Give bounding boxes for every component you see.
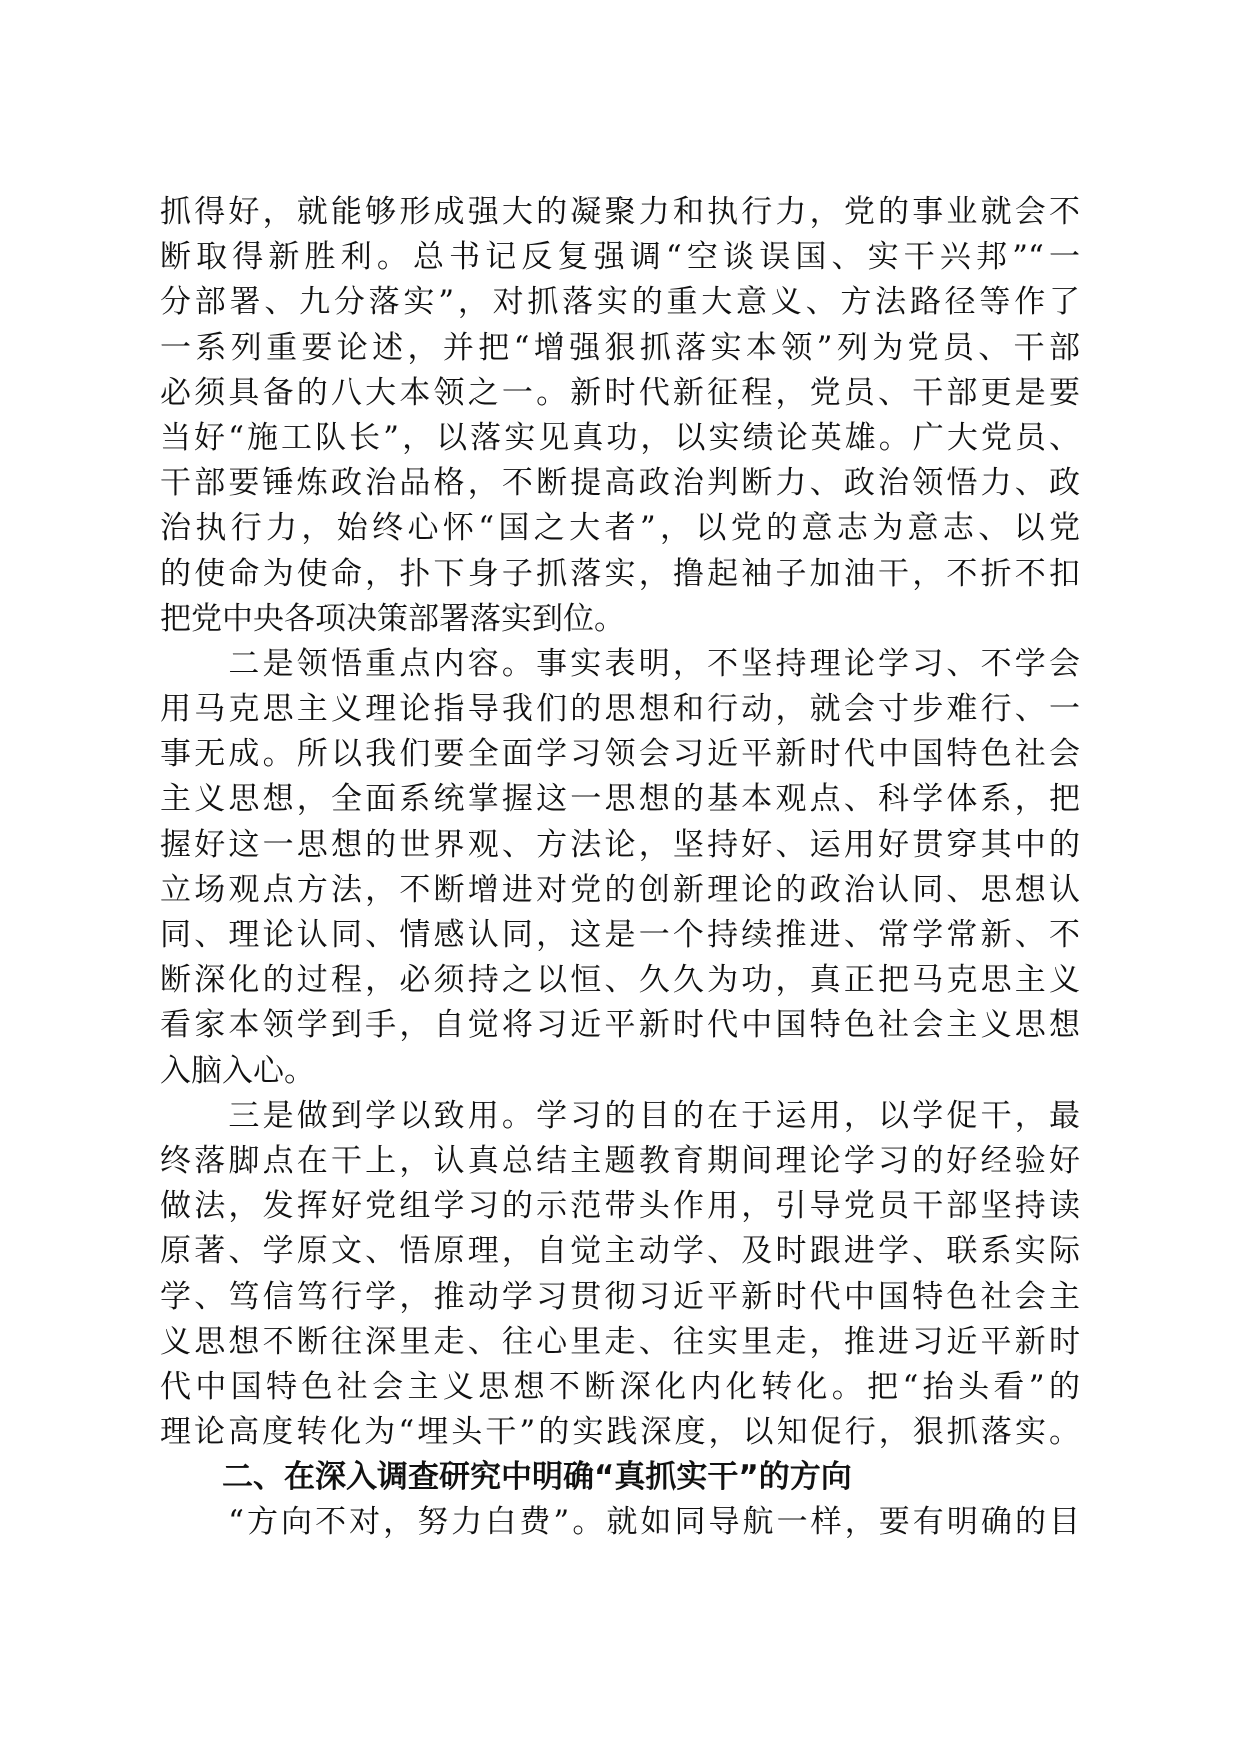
text-line: 一系列重要论述，并把“增强狠抓落实本领”列为党员、干部 bbox=[160, 329, 1080, 366]
text-line: 治执行力，始终心怀“国之大者”，以党的意志为意志、以党 bbox=[160, 510, 1080, 547]
text-line: 握好这一思想的世界观、方法论，坚持好、运用好贯穿其中的 bbox=[160, 826, 1080, 863]
text-line: 学、笃信笃行学，推动学习贯彻习近平新时代中国特色社会主 bbox=[160, 1278, 1080, 1315]
section-heading: 二、在深入调查研究中明确“真抓实干”的方向 bbox=[222, 1459, 852, 1496]
text-line: 原著、学原文、悟原理，自觉主动学、及时跟进学、联系实际 bbox=[160, 1233, 1080, 1270]
text-line: 用马克思主义理论指导我们的思想和行动，就会寸步难行、一 bbox=[160, 691, 1080, 728]
text-line: 当好“施工队长”，以落实见真功，以实绩论英雄。广大党员、 bbox=[160, 419, 1080, 456]
text-line: 抓得好，就能够形成强大的凝聚力和执行力，党的事业就会不 bbox=[160, 194, 1080, 230]
text-line: 看家本领学到手，自觉将习近平新时代中国特色社会主义思想 bbox=[160, 1007, 1080, 1044]
text-line: 三是做到学以致用。学习的目的在于运用，以学促干，最 bbox=[160, 1097, 1080, 1134]
text-line: 干部要锤炼政治品格，不断提高政治判断力、政治领悟力、政 bbox=[160, 465, 1080, 502]
text-line: 断取得新胜利。总书记反复强调“空谈误国、实干兴邦”“一 bbox=[160, 239, 1080, 276]
text-line: 入脑入心。 bbox=[160, 1052, 315, 1089]
text-line: 终落脚点在干上，认真总结主题教育期间理论学习的好经验好 bbox=[160, 1142, 1080, 1179]
text-line: 做法，发挥好党组学习的示范带头作用，引导党员干部坚持读 bbox=[160, 1188, 1080, 1225]
text-line: 立场观点方法，不断增进对党的创新理论的政治认同、思想认 bbox=[160, 871, 1080, 908]
text-line: 把党中央各项决策部署落实到位。 bbox=[160, 600, 625, 637]
text-line: 代中国特色社会主义思想不断深化内化转化。把“抬头看”的 bbox=[160, 1368, 1080, 1405]
text-line: 义思想不断往深里走、往心里走、往实里走，推进习近平新时 bbox=[160, 1323, 1080, 1360]
text-line: 二是领悟重点内容。事实表明，不坚持理论学习、不学会 bbox=[160, 645, 1080, 682]
text-line: 事无成。所以我们要全面学习领会习近平新时代中国特色社会 bbox=[160, 736, 1080, 773]
text-line: 必须具备的八大本领之一。新时代新征程，党员、干部更是要 bbox=[160, 374, 1080, 411]
text-line: 的使命为使命，扑下身子抓落实，撸起袖子加油干，不折不扣 bbox=[160, 555, 1080, 592]
text-line: 同、理论认同、情感认同，这是一个持续推进、常学常新、不 bbox=[160, 917, 1080, 953]
document-page bbox=[160, 190, 1080, 1546]
text-line: 主义思想，全面系统掌握这一思想的基本观点、科学体系，把 bbox=[160, 781, 1080, 818]
text-line: “方向不对，努力白费”。就如同导航一样，要有明确的目 bbox=[160, 1504, 1080, 1541]
text-line: 分部署、九分落实”，对抓落实的重大意义、方法路径等作了 bbox=[160, 284, 1080, 321]
text-line: 断深化的过程，必须持之以恒、久久为功，真正把马克思主义 bbox=[160, 962, 1080, 999]
text-line: 理论高度转化为“埋头干”的实践深度，以知促行，狠抓落实。 bbox=[160, 1414, 1080, 1451]
